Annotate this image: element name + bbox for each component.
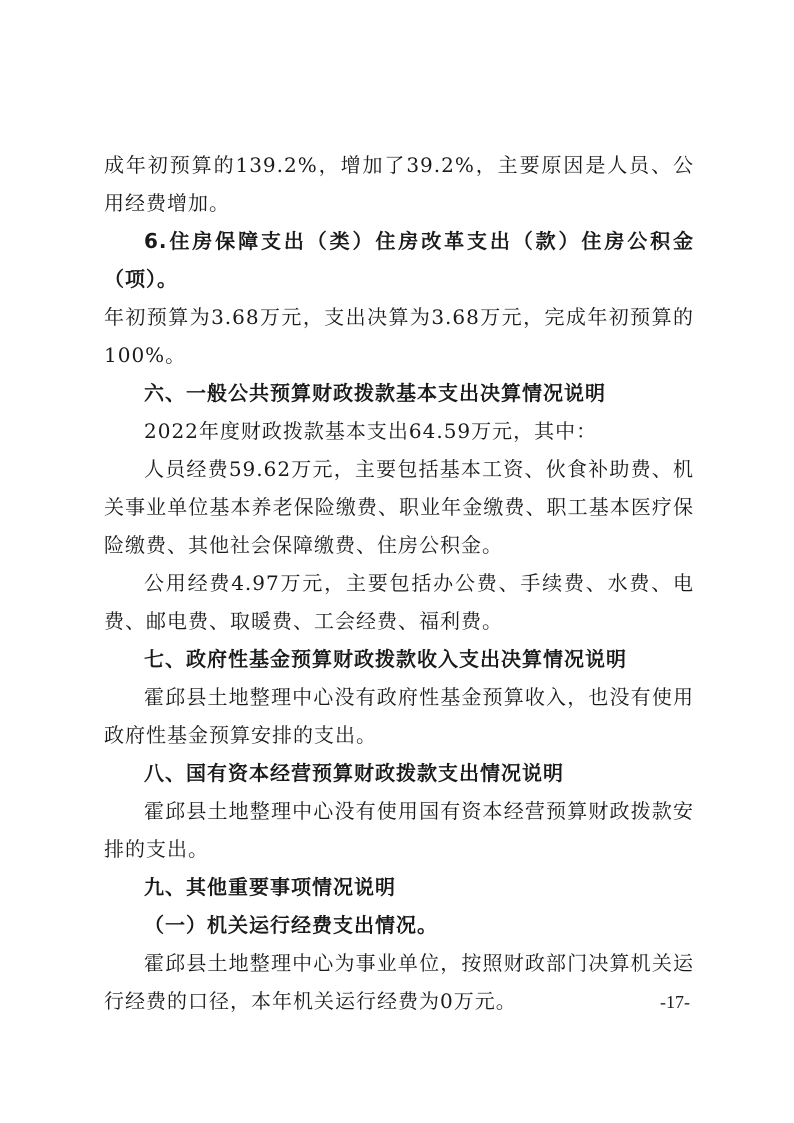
section-heading-nine: 九、其他重要事项情况说明 [144, 875, 396, 899]
section-heading-six: 六、一般公共预算财政拨款基本支出决算情况说明 [144, 381, 606, 405]
paragraph-government-fund: 霍邱县土地整理中心没有政府性基金预算收入，也没有使用政府性基金预算安排的支出。 [104, 685, 694, 747]
page-content [104, 146, 694, 1020]
paragraph-public-expenses: 公用经费4.97万元，主要包括办公费、手续费、水费、电费、邮电费、取暖费、工会经费、福利费。 [104, 571, 694, 633]
paragraph-state-capital: 霍邱县土地整理中心没有使用国有资本经营预算财政拨款安排的支出。 [104, 799, 694, 861]
paragraph-personnel-expenses: 人员经费59.62万元，主要包括基本工资、伙食补助费、机关事业单位基本养老保险缴费、职业年金缴费、职工基本医疗保险缴费、其他社会保障缴费、住房公积金。 [104, 457, 694, 557]
paragraph-basic-expenditure: 2022年度财政拨款基本支出64.59万元，其中： [144, 419, 598, 443]
paragraph-continuation: 成年初预算的139.2%，增加了39.2%，主要原因是人员、公用经费增加。 [104, 153, 694, 215]
page-number: -17- [660, 992, 690, 1012]
subheading-operating-expenses: （一）机关运行经费支出情况。 [144, 913, 438, 937]
paragraph-housing-budget: 年初预算为3.68万元，支出决算为3.68万元，完成年初预算的100%。 [104, 305, 694, 367]
section-heading-seven: 七、政府性基金预算财政拨款收入支出决算情况说明 [144, 647, 627, 671]
section-heading-eight: 八、国有资本经营预算财政拨款支出情况说明 [144, 761, 564, 785]
paragraph-operating-expenses: 霍邱县土地整理中心为事业单位，按照财政部门决算机关运行经费的口径，本年机关运行经费为0万元。 [104, 951, 694, 1013]
subheading-housing-provident-fund: 6.住房保障支出（类）住房改革支出（款）住房公积金（项）。 [104, 229, 694, 291]
